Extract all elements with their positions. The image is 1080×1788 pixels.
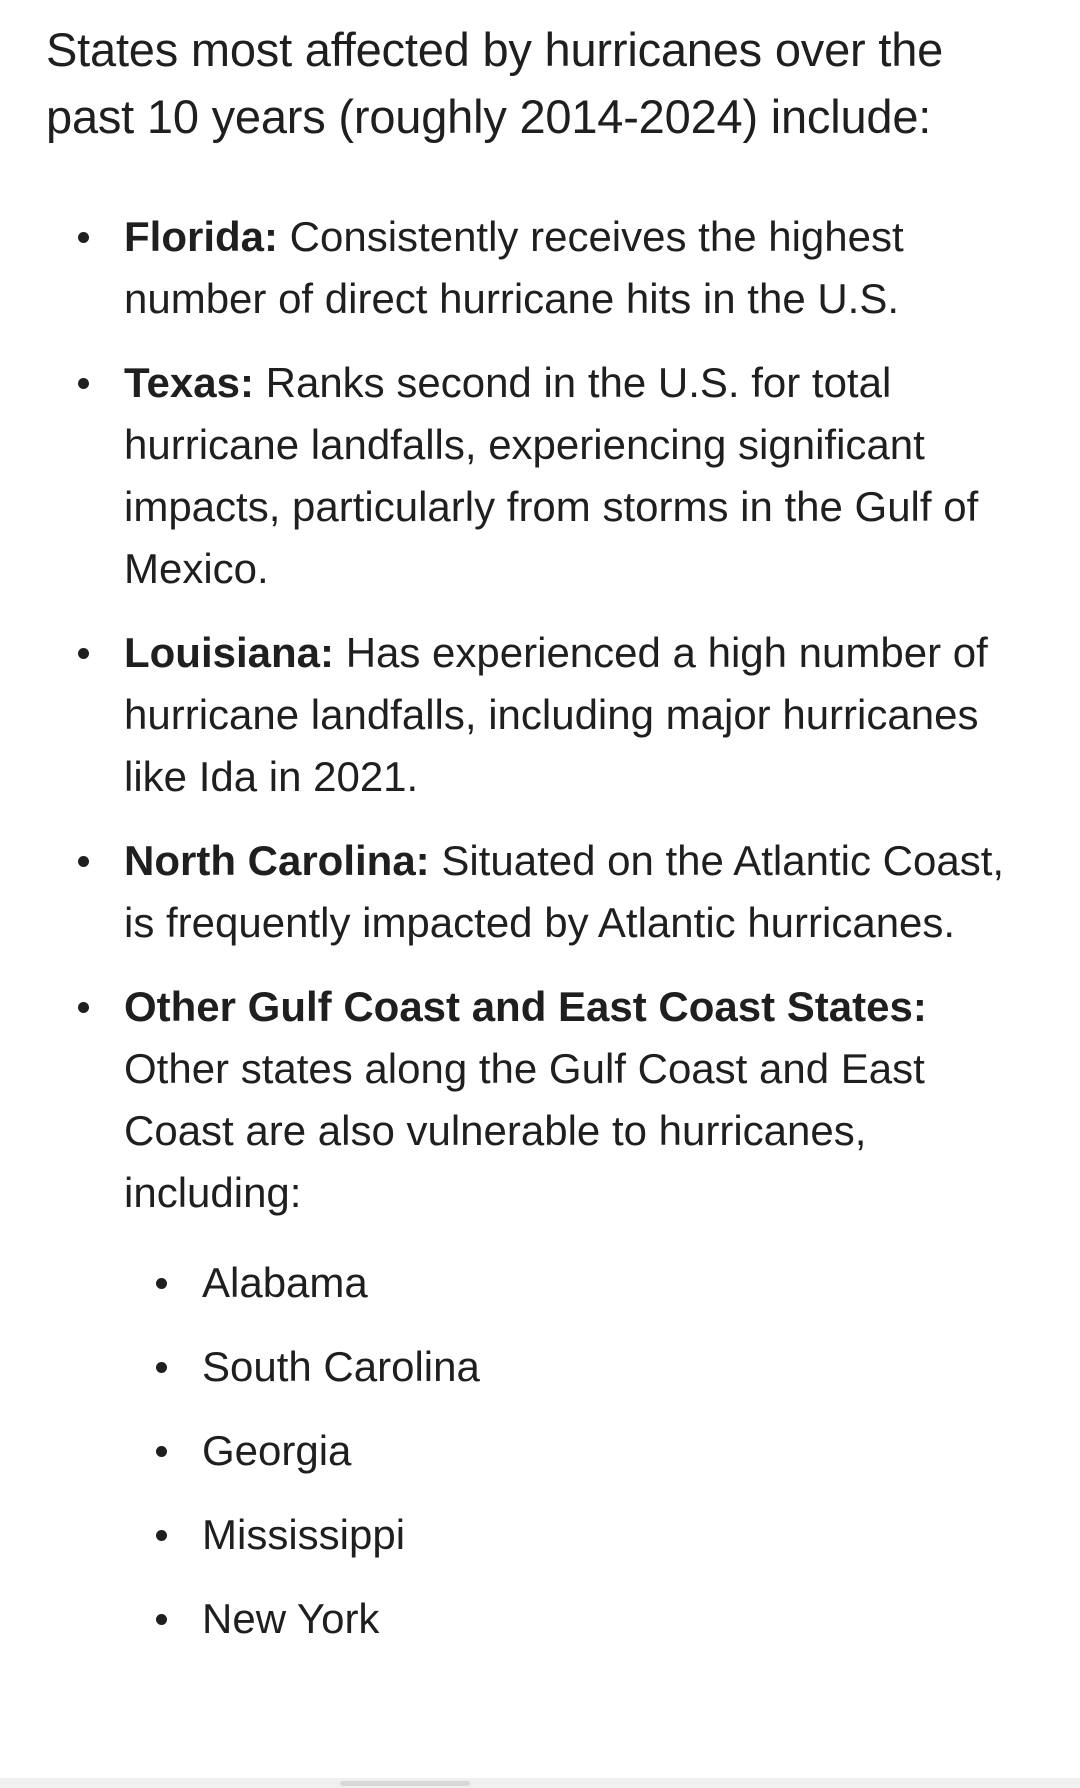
sub-list-item: Georgia [124, 1420, 1036, 1482]
item-text: Has experienced a high number of hurricane landfalls, including major hurricanes like Ida in 2021. [124, 629, 988, 800]
states-list [46, 206, 1036, 1650]
item-term: Other Gulf Coast and East Coast States: [124, 983, 927, 1030]
item-text: Other states along the Gulf Coast and East Coast are also vulnerable to hurricanes, including: [124, 1045, 925, 1216]
sub-list-item: Alabama [124, 1252, 1036, 1314]
item-text: Situated on the Atlantic Coast, is frequently impacted by Atlantic hurricanes. [124, 837, 1005, 946]
list-item-other-states [46, 976, 1036, 1650]
sub-list-item: Mississippi [124, 1504, 1036, 1566]
item-term: Florida: [124, 213, 278, 260]
item-text: Ranks second in the U.S. for total hurricane landfalls, experiencing significant impacts, particularly from storms in the Gulf of Mexico. [124, 359, 979, 592]
other-states-sublist [124, 1252, 1036, 1650]
response-content [46, 16, 1036, 1672]
intro-paragraph: States most affected by hurricanes over the past 10 years (roughly 2014-2024) include: [46, 23, 944, 143]
list-item-north-carolina [46, 830, 1036, 954]
home-indicator[interactable] [340, 1781, 470, 1786]
list-item-louisiana [46, 622, 1036, 808]
item-term: Louisiana: [124, 629, 335, 676]
item-text: Consistently receives the highest number of direct hurricane hits in the U.S. [124, 213, 904, 322]
sub-list-item: South Carolina [124, 1336, 1036, 1398]
list-item-florida [46, 206, 1036, 330]
sub-list-item: New York [124, 1588, 1036, 1650]
list-item-texas [46, 352, 1036, 600]
item-term: Texas: [124, 359, 254, 406]
item-term: North Carolina: [124, 837, 430, 884]
bottom-edge-bar [0, 1778, 1080, 1788]
